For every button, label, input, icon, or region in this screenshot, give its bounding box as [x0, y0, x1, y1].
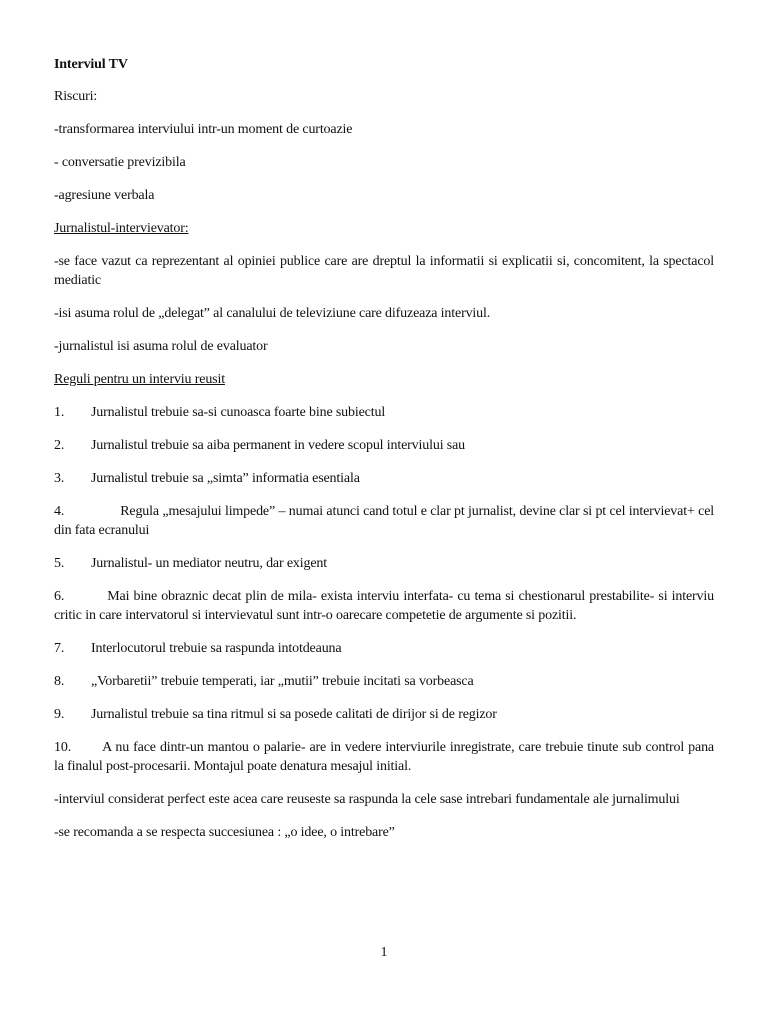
rule-text: Jurnalistul trebuie sa aiba permanent in vedere scopul interviului sau [91, 438, 465, 453]
rule-text: Jurnalistul trebuie sa-si cunoasca foarte bine subiectul [91, 405, 386, 420]
page-content [54, 55, 714, 856]
risks-heading: Riscuri: [54, 89, 98, 104]
rule-text: Mai bine obraznic decat plin de mila- exista interviu interfata- cu tema si chestionarul prestabilite- si interviu critic in care intervatorul si intervievatul sunt intr-o oarecare competetie de argumente si pozitii. [54, 589, 714, 623]
rule-text: Jurnalistul trebuie sa tina ritmul si sa posede calitati de dirijor si de regizor [91, 707, 497, 722]
rule-text: A nu face dintr-un mantou o palarie- are in vedere interviurile inregistrate, care trebuie tinute sub control pana la finalul post-procesarii. Montajul poate denatura mesajul initial. [54, 740, 714, 774]
rules-heading [54, 370, 714, 389]
rule-item [54, 436, 714, 455]
journalist-heading-text: Jurnalistul-intervievator: [54, 221, 189, 236]
rule-number: 2. [54, 438, 65, 453]
rule-number: 1. [54, 405, 65, 420]
journalist-heading [54, 219, 714, 238]
rule-number: 10. [54, 740, 72, 755]
rule-item [54, 738, 714, 776]
rule-item [54, 469, 714, 488]
rule-item [54, 672, 714, 691]
rule-number: 5. [54, 556, 65, 571]
rule-text: Interlocutorul trebuie sa raspunda intotdeauna [91, 641, 342, 656]
journalist-point: -se face vazut ca reprezentant al opiniei publice care are dreptul la informatii si explicatii si, concomitent, la spectacol mediatic [54, 254, 714, 288]
rule-text: Regula „mesajului limpede” – numai atunci cand totul e clar pt jurnalist, devine clar si pt cel intervievat+ cel din fata ecranului [54, 504, 714, 538]
rule-item [54, 403, 714, 422]
risk-item: -agresiune verbala [54, 188, 155, 203]
rules-heading-text: Reguli pentru un interviu reusit [54, 372, 225, 387]
rule-number: 8. [54, 674, 65, 689]
rule-item [54, 554, 714, 573]
document-title: Interviul TV [54, 57, 128, 72]
risk-item: -transformarea interviului intr-un moment de curtoazie [54, 122, 353, 137]
journalist-point: -isi asuma rolul de „delegat” al canalului de televiziune care difuzeaza interviul. [54, 306, 491, 321]
closing-point: -se recomanda a se respecta succesiunea : „o idee, o intrebare” [54, 825, 395, 840]
rule-number: 9. [54, 707, 65, 722]
rule-item [54, 639, 714, 658]
rule-item [54, 705, 714, 724]
closing-point: -interviul considerat perfect este acea care reuseste sa raspunda la cele sase intrebari fundamentale ale jurnalimului [54, 792, 680, 807]
rule-number: 7. [54, 641, 65, 656]
rule-item [54, 502, 714, 540]
rule-number: 3. [54, 471, 65, 486]
rule-number: 6. [54, 589, 65, 604]
rule-number: 4. [54, 504, 65, 519]
rule-item [54, 587, 714, 625]
risk-item: - conversatie previzibila [54, 155, 186, 170]
rule-text: „Vorbaretii” trebuie temperati, iar „mutii” trebuie incitati sa vorbeasca [91, 674, 474, 689]
journalist-point: -jurnalistul isi asuma rolul de evaluator [54, 339, 268, 354]
rule-text: Jurnalistul trebuie sa „simta” informatia esentiala [91, 471, 360, 486]
rule-text: Jurnalistul- un mediator neutru, dar exigent [91, 556, 328, 571]
page-number: 1 [380, 945, 388, 960]
